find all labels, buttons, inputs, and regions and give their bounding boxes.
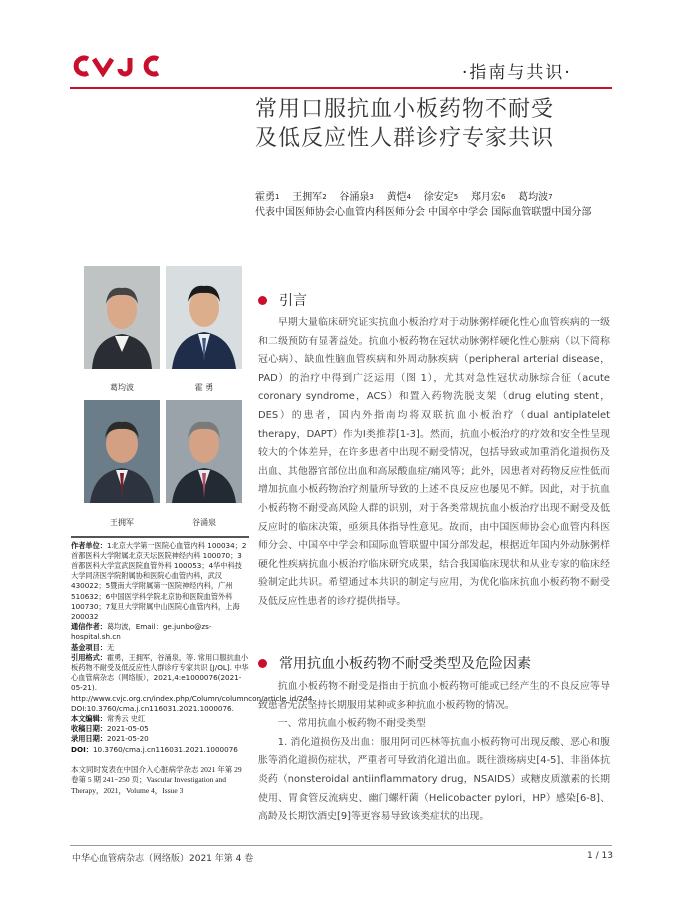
section-paragraph: 1. 消化道损伤及出血：服用阿司匹林等抗血小板药物可出现反酸、恶心和腹胀等消化道损伤症状，严重者可导致消化道出血。既往溃疡病史[4-5]、非甾体抗炎药（nonsteroidal antiinflammatory drug，NSAIDS）或糖皮质激素的长期使用、胃食管反流病史、幽门螺杆菌（Helicobacter pylori，HP）感染[6-8]、高龄及长期饮酒史[9]等更容易导致该类症状的出现。 bbox=[258, 736, 610, 823]
editor-block bbox=[71, 714, 249, 724]
heading-text: 常用抗血小板药物不耐受类型及危险因素 bbox=[279, 656, 531, 672]
bullet-icon bbox=[258, 296, 267, 305]
author-mark: 3 bbox=[369, 193, 374, 201]
author: 谷涌泉 bbox=[339, 192, 370, 203]
author-affiliation: 代表中国医师协会心血管内科医师分会 中国卒中学会 国际血管联盟中国分部 bbox=[255, 207, 592, 218]
photo-caption: 霍 勇 bbox=[194, 383, 214, 392]
fund-label: 基金项目： bbox=[71, 642, 107, 652]
correspondence-label: 通信作者： bbox=[71, 622, 107, 632]
correspondence-text[interactable]: 葛均波，Email：ge.junbo@zs-hospital.sh.cn bbox=[71, 622, 212, 642]
affiliation-label: 作者单位： bbox=[71, 540, 107, 550]
portrait-icon bbox=[166, 400, 242, 503]
author-mark: 1 bbox=[275, 193, 280, 201]
section-tag: ·指南与共识· bbox=[462, 63, 572, 83]
received-date: 2021-05-05 bbox=[106, 724, 149, 734]
received-label: 收稿日期： bbox=[71, 724, 107, 734]
author: 王拥军 bbox=[292, 192, 323, 203]
fund-block bbox=[71, 643, 249, 653]
article-info-sidebar bbox=[71, 536, 315, 796]
editor-label: 本文编辑： bbox=[71, 713, 107, 723]
sidebar-rule bbox=[71, 536, 249, 538]
citation-text[interactable]: 霍勇，王拥军，谷涌泉，等. 常用口服抗血小板药物不耐受及低反应性人群诊疗专家共识 [J/OL]. 中华心血管病杂志（网络版），2021,4:e1000076(2021-05-21). http://www.cvjc.org.cn/index.php/Column/columncon/article_id/244. DOI:10.3760/cma.j.cn116031.2021.1000076. bbox=[71, 652, 315, 713]
title-line-2: 及低反应性人群诊疗专家共识 bbox=[255, 126, 555, 151]
article-title bbox=[255, 95, 615, 153]
editor-text: 常秀云 史红 bbox=[106, 713, 146, 723]
author-mark: 4 bbox=[406, 193, 412, 201]
photo-caption: 王拥军 bbox=[110, 518, 134, 527]
accepted-label: 录用日期： bbox=[71, 734, 107, 744]
author-mark: 5 bbox=[453, 193, 459, 201]
author-mark: 2 bbox=[322, 193, 327, 201]
portrait-icon bbox=[84, 266, 160, 369]
author: 葛均波 bbox=[518, 192, 549, 203]
author: 黄恺 bbox=[386, 192, 407, 203]
bullet-icon bbox=[258, 659, 267, 668]
cvjc-logo bbox=[72, 55, 164, 77]
portrait-icon bbox=[84, 400, 160, 503]
author-photo bbox=[84, 266, 160, 369]
doi-text[interactable]: 10.3760/cma.j.cn116031.2021.1000076 bbox=[92, 744, 238, 754]
affiliation-text: 1北京大学第一医院心血管内科 100034；2首都医科大学附属北京天坛医院神经内科 100070；3首都医科大学宣武医院血管外科 100053；4华中科技大学同济医学院附属协和医院心血管内科，武汉 430022；5暨南大学附属第一医院神经内科，广州 510632；6中国医学科学院北京协和医院血管外科 100730；7复旦大学附属中山医院心血管内科，上海 200032 bbox=[71, 540, 247, 621]
portrait-icon bbox=[166, 266, 242, 369]
doi-label: DOI： bbox=[71, 744, 93, 754]
journal-footer: 中华心血管病杂志（网络版）2021 年第 4 卷 bbox=[72, 854, 254, 864]
author-photo bbox=[84, 400, 160, 503]
heading-text: 引言 bbox=[279, 293, 307, 309]
section-paragraph: 抗血小板药物不耐受是指由于抗血小板药物可能或已经产生的不良反应等导致患者无法坚持长期服用某种或多种抗血小板药物的情况。 bbox=[258, 681, 610, 711]
photo-caption: 葛均波 bbox=[110, 383, 134, 392]
simultaneous-publication-note: 本文同时发表在中国介入心脏病学杂志 2021 年第 29 卷第 5 期 241−250 页；Vascular Investigation and Therapy，2021，Volume 4，Issue 3 bbox=[71, 764, 242, 795]
intro-paragraph: 早期大量临床研究证实抗血小板治疗对于动脉粥样硬化性心血管疾病的一级和二级预防有显著益处。抗血小板药物在冠状动脉粥样硬化性心脏病（以下简称冠心病）、缺血性脑血管疾病和外周动脉疾病（peripheral arterial disease，PAD）的治疗中得到广泛运用（图 1），尤其对急性冠状动脉综合征（acute coronary syndrome，ACS）和置入药物洗脱支架（drug eluting stent，DES）的患者，国内外指南均将双联抗血小板治疗（dual antiplatelet therapy，DAPT）作为Ⅰ类推荐[1-3]。然而，抗血小板治疗的疗效和安全性呈现较大的个体差异，在许多患者中出现不耐受情况，包括导致或加重消化道损伤及出血、其他器官部位出血和高尿酸血症/痛风等；此外，因患者对药物反应性低而增加抗血小板药物治疗剂量所导致的上述不良反应也屡见不鲜。因此，对于抗血小板药物不耐受高风险人群的识别，对于各类常规抗血小板治疗出现不耐受及低反应时的临床决策，亟须具体指导性意见。故而，由中国医师协会心血管内科医师分会、中国卒中学会和国际血管联盟中国分部发起，根据近年国内外动脉粥样硬化性疾病抗血小板治疗临床研究成果，结合我国临床现状和从业专家的临床经验制定此共识。希望通过本共识的制定与应用，为优化临床抗血小板药物不耐受及低反应性患者的诊疗提供指导。 bbox=[258, 317, 610, 607]
citation-label: 引用格式： bbox=[71, 652, 107, 662]
citation-block bbox=[71, 652, 315, 714]
page-number: 1 / 13 bbox=[587, 851, 613, 861]
author-photo bbox=[166, 400, 242, 503]
footer-rule bbox=[70, 845, 612, 846]
section-heading bbox=[258, 653, 610, 673]
correspondence-block bbox=[71, 622, 249, 642]
fund-text: 无 bbox=[106, 642, 115, 652]
subheading: 一、常用抗血小板药物不耐受类型 bbox=[277, 718, 426, 730]
author-mark: 6 bbox=[500, 193, 506, 201]
affiliation-block bbox=[71, 541, 249, 623]
author-list bbox=[255, 190, 615, 205]
author-photo bbox=[166, 266, 242, 369]
author: 霍勇 bbox=[255, 192, 275, 203]
received-block bbox=[71, 724, 249, 734]
author: 郑月宏 bbox=[470, 192, 501, 203]
section-heading bbox=[258, 290, 610, 310]
photo-caption: 谷涌泉 bbox=[192, 518, 216, 527]
intro-section bbox=[258, 290, 610, 612]
header-rule bbox=[70, 87, 612, 89]
section-intolerance bbox=[258, 653, 610, 827]
author-mark: 7 bbox=[548, 193, 553, 201]
accepted-date: 2021-05-20 bbox=[106, 734, 149, 744]
author: 徐安定 bbox=[423, 192, 454, 203]
title-line-1: 常用口服抗血小板药物不耐受 bbox=[255, 97, 555, 122]
accepted-block bbox=[71, 734, 249, 744]
doi-block bbox=[71, 745, 249, 755]
